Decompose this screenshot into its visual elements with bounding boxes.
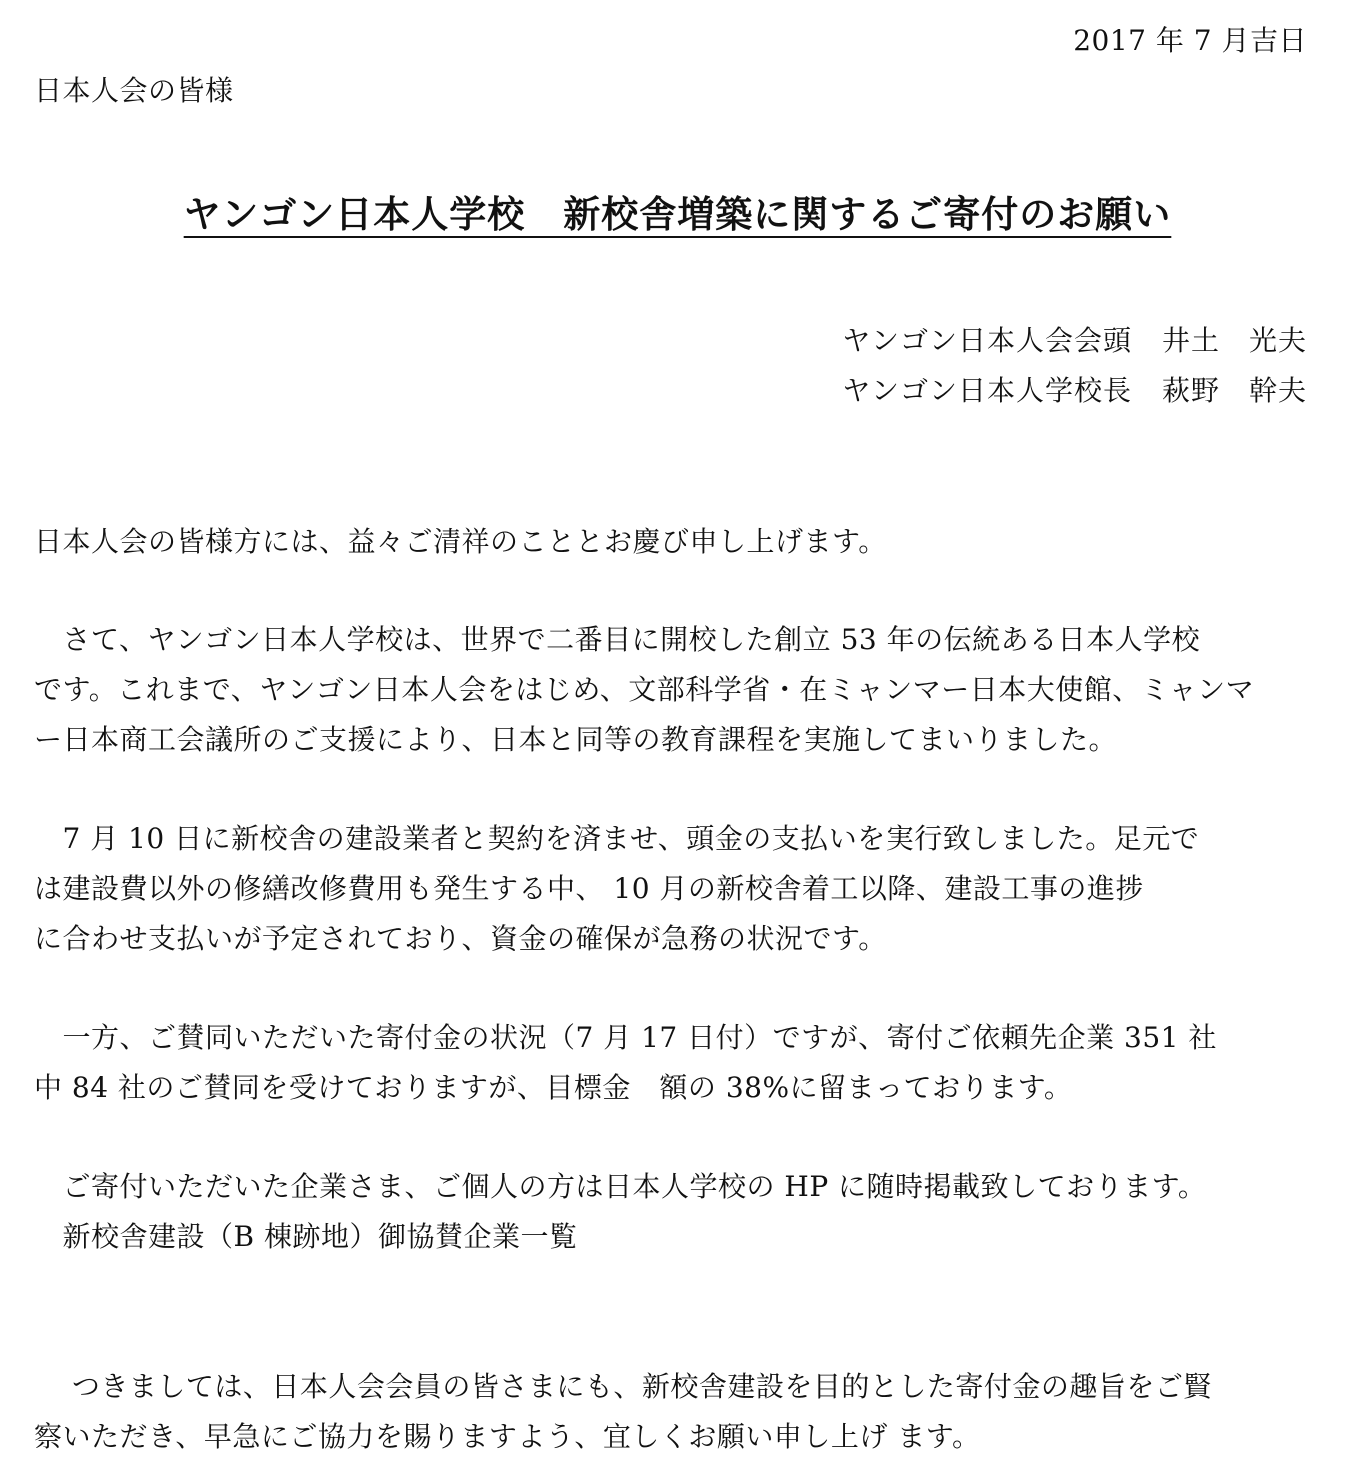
signatory-2	[842, 374, 1307, 408]
paragraph-line: ー日本商工会議所のご支援により、日本と同等の教育課程を実施してまいりました。	[34, 723, 1118, 756]
paragraph-line: さて、ヤンゴン日本人学校は、世界で二番目に開校した創立 53 年の伝統ある日本人学校	[34, 623, 1201, 656]
paragraph-line: に合わせ支払いが予定されており、資金の確保が急務の状況です。	[34, 922, 887, 955]
paragraph-line: つきましては、日本人会会員の皆さまにも、新校舎建設を目的とした寄付金の趣旨をご賢	[34, 1370, 1212, 1403]
page-title-text: ヤンゴン日本人学校 新校舎増築に関するご寄付のお願い	[183, 193, 1172, 236]
paragraph-line: は建設費以外の修繕改修費用も発生する中、 10 月の新校舎着工以降、建設工事の進捗	[34, 872, 1144, 905]
signatory-role: ヤンゴン日本人会会頭	[842, 324, 1132, 357]
signatory-name: 井土 光夫	[1161, 324, 1307, 357]
sponsor-list-link-text: 新校舎建設（B 棟跡地）御協賛企業一覧	[34, 1220, 578, 1253]
page-title	[0, 192, 1355, 238]
addressee: 日本人会の皆様	[34, 74, 234, 107]
signatory-role: ヤンゴン日本人学校長	[842, 374, 1132, 407]
paragraph-line: 一方、ご賛同いただいた寄付金の状況（7 月 17 日付）ですが、寄付ご依頼先企業 351 社	[34, 1021, 1217, 1054]
paragraph-line: 中 84 社のご賛同を受けておりますが、目標金 額の 38%に留まっております。	[34, 1071, 1073, 1104]
date: 2017 年 7 月吉日	[1073, 24, 1307, 57]
signatory-name: 萩野 幹夫	[1161, 374, 1307, 407]
paragraph-line: ご寄付いただいた企業さま、ご個人の方は日本人学校の HP に随時掲載致しております。	[34, 1170, 1207, 1203]
greeting: 日本人会の皆様方には、益々ご清祥のこととお慶び申し上げます。	[34, 525, 887, 558]
signatory-1	[842, 324, 1307, 358]
paragraph-line: 7 月 10 日に新校舎の建設業者と契約を済ませ、頭金の支払いを実行致しました。足元で	[34, 822, 1200, 855]
paragraph-line: です。これまで、ヤンゴン日本人会をはじめ、文部科学省・在ミャンマー日本大使館、ミャンマ	[34, 673, 1255, 706]
paragraph-line: 察いただき、早急にご協力を賜りますよう、宜しくお願い申し上げ ます。	[34, 1420, 981, 1453]
